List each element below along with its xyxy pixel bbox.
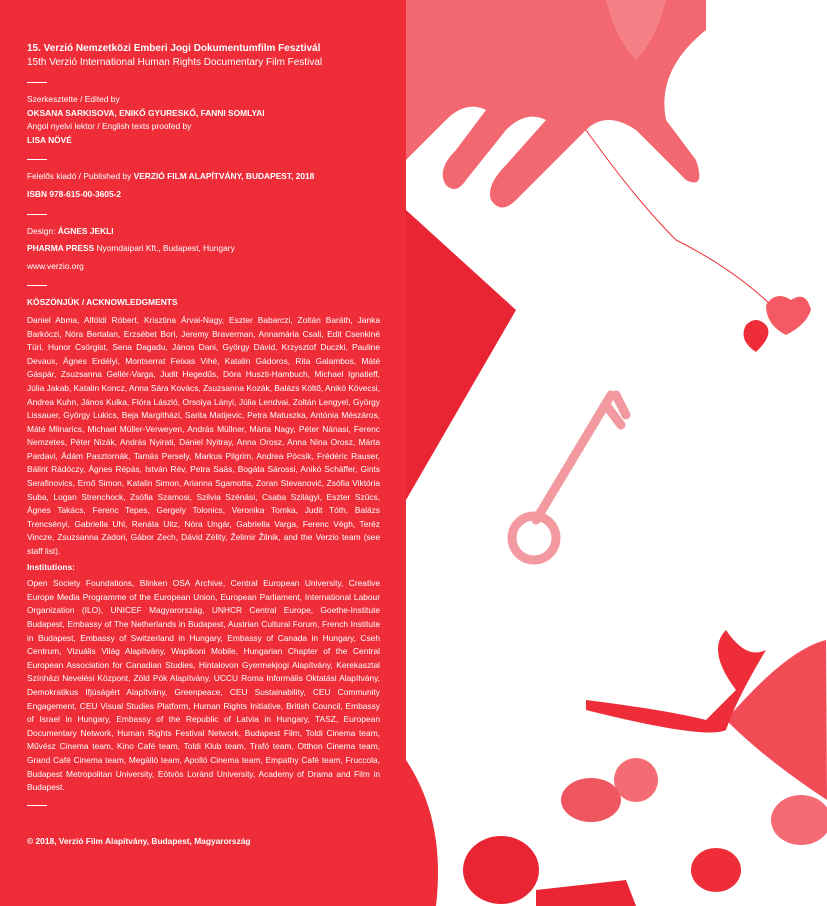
credits-panel [0, 0, 406, 906]
publisher-line [27, 170, 380, 184]
design-label: Design: [27, 225, 58, 236]
divider [27, 159, 47, 160]
proofreader: LISA NÖVÉ [27, 134, 72, 145]
institutions-list: Open Society Foundations, Blinken OSA Archive, Central European University, Creative Europe Media Programme of the European Union, European Parliament, International Labour Organization (ILO), UNICEF Magyarország, UNHCR Central Europe, Goethe-Institute Budapest, Embassy of The Netherlands in Budapest, Austrian Cultural Forum, French Institute in Budapest, Embassy of Switzerland in Hungary, Embassy of Canada in Hungary, Cseh Centrum, Vizuális Világ Alapítvány, Wapikoni Mobile, Hungarian Chapter of the Central European Association for Canadian Studies, Hintalovon Gyermekjogi Alapítvány, Kerekasztal Színházi Nevelési Központ, Zöld Pók Alapítvány, UCCU Roma Informális Oktatási Alapítvány, Demokratikus Ifjúságért Alapítvány, Greenpeace, CEU Sustainability, CEU Community Engagement, CEU Visual Studies Platform, Human Rights Initiative, British Council, Embassy of Israel in Hungary, Embassy of the Republic of Latvia in Hungary, TASZ, European Documentary Network, Human Rights Festival Network, Budapest Film, Toldi Cinema team, Művész Cinema team, Kino Café team, Toldi Klub team, Trafó team, Otthon Cinema team, Grand Café Cinema team, Megálló team, Apolló Cinema team, Empathy Café team, Fruccola, Budapest Metropolitan University, Eötvös Loránd University, Academy of Drama and Film in Budapest. [27, 578, 380, 793]
heart-pendant [766, 296, 811, 335]
printer: PHARMA PRESS [27, 243, 95, 254]
key-image [512, 395, 626, 560]
designer: ÁGNES JEKLI [57, 225, 114, 236]
acknowledgments-people: Daniel Abma, Alföldi Róbert, Krisztina Árvai-Nagy, Eszter Babarczi, Zoltán Baráth, Janka Barkóczi, Nóra Bertalan, Erzsébet Bori, Jeremy Braverman, Annamária Csali, Edit Csenkiné Türi, Hunor Csörgist, Sena Dagadu, János Dani, György Dávid, Krzysztof Duczki, Pauline Devaux, Ágnes Erdélyi, Montserrat Feixas Vihé, Katalin Gádoros, Rita Galambos, Máté Gáspár, Zsuzsanna Gellér-Varga, Judit Hegedűs, Dóra Huszti-Hambuch, Michael Ignatieff, Júlia Jakab, Katalin Koncz, Anna Sára Kovács, Zsuzsanna Kozák, Balázs Költő, Anikó Kövecsi, Andrea Kuhn, János Kulka, Flóra László, Orsolya Lányi, Júlia Lendvai, Zoltán Lengyel, György Lissauer, György Lukics, Beja Margitházi, Sarita Matijevic, Petra Matuszka, Antónia Mészáros, Máté Mlinarics, Michael Müller-Verweyen, András Müllner, Márta Nagy, Péter Nánasi, Ferenc Nemzetes, Péter Nizák, András Nyirati, Dániel Nyitray, Anna Orosz, Anna Nina Orosz, Márta Pardavi, Ádám Pasztornák, Tamás Persely, Markus Pilgrim, Andrea Pócsik, Frédéric Rauser, Bálint Rádóczy, Ágnes Répás, István Rév, Petra Saās, Bogáta Sárossi, Anikó Schäffer, Gints Serafinovics, Ernő Simon, Katalin Simon, Arianna Sgamotta, Zoran Stevanović, Zsófia Viktória Suba, Logan Strenchock, Zsófia Szamosi, Szilvia Szénási, Csaba Szilágyi, Eszter Szűcs, Ágnes Takács, Ferenc Tepes, Gergely Tolonics, Veronika Tomka, Judit Tóth, Balázs Trencsényi, Gabriella Uhl, Renáta Uitz, Nóra Ungár, Gabriella Varga, Ferenc Végh, Teréz Vincze, Zsuzsanna Zádori, Gábor Zech, Dávid Zélity, Želimir Žilnik, and the Verzio team (see staff list). [27, 314, 380, 557]
divider [27, 805, 47, 806]
collage-svg [406, 0, 827, 906]
edited-by-label: Szerkesztette / Edited by [27, 94, 120, 104]
copyright: © 2018, Verzió Film Alapítvány, Budapest, Magyarország [27, 836, 251, 846]
divider [27, 214, 47, 215]
isbn: ISBN 978-615-00-3605-2 [27, 188, 122, 199]
editors: OKSANA SARKISOVA, ENIKŐ GYURESKŐ, FANNI SOMLYAI [27, 107, 265, 118]
divider [27, 285, 47, 286]
credits-content [27, 42, 380, 816]
festival-title-en: 15th Verzió International Human Rights Documentary Film Festival [27, 57, 323, 68]
website-link[interactable]: www.verzio.org [27, 260, 84, 271]
publisher: VERZIÓ FILM ALAPÍTVÁNY, BUDAPEST, 2018 [133, 171, 315, 182]
panel-edge [406, 760, 438, 906]
printer-line [27, 242, 380, 256]
divider [27, 82, 47, 83]
fruit-image [691, 848, 741, 892]
petal-image [561, 778, 621, 822]
illustration-collage [406, 0, 827, 906]
heart-small [744, 320, 769, 352]
institutions-heading: Institutions: [27, 561, 75, 572]
berry-image [463, 836, 539, 904]
hand-image [406, 0, 706, 208]
leaf-image [771, 795, 827, 845]
publisher-label: Felelős kiadó / Published by [27, 171, 134, 182]
proofed-label: Angol nyelvi lektor / English texts proofed by [27, 121, 192, 132]
acknowledgments-heading: KÖSZÖNJÜK / ACKNOWLEDGMENTS [27, 297, 178, 308]
red-shape [536, 880, 636, 906]
festival-title-hu: 15. Verzió Nemzetközi Emberi Jogi Dokumentumfilm Fesztivál [27, 43, 321, 54]
flower-image [586, 630, 827, 802]
design-line [27, 225, 380, 239]
red-card [406, 210, 516, 500]
printer-rest: Nyomdaipari Kft., Budapest, Hungary [94, 243, 235, 254]
